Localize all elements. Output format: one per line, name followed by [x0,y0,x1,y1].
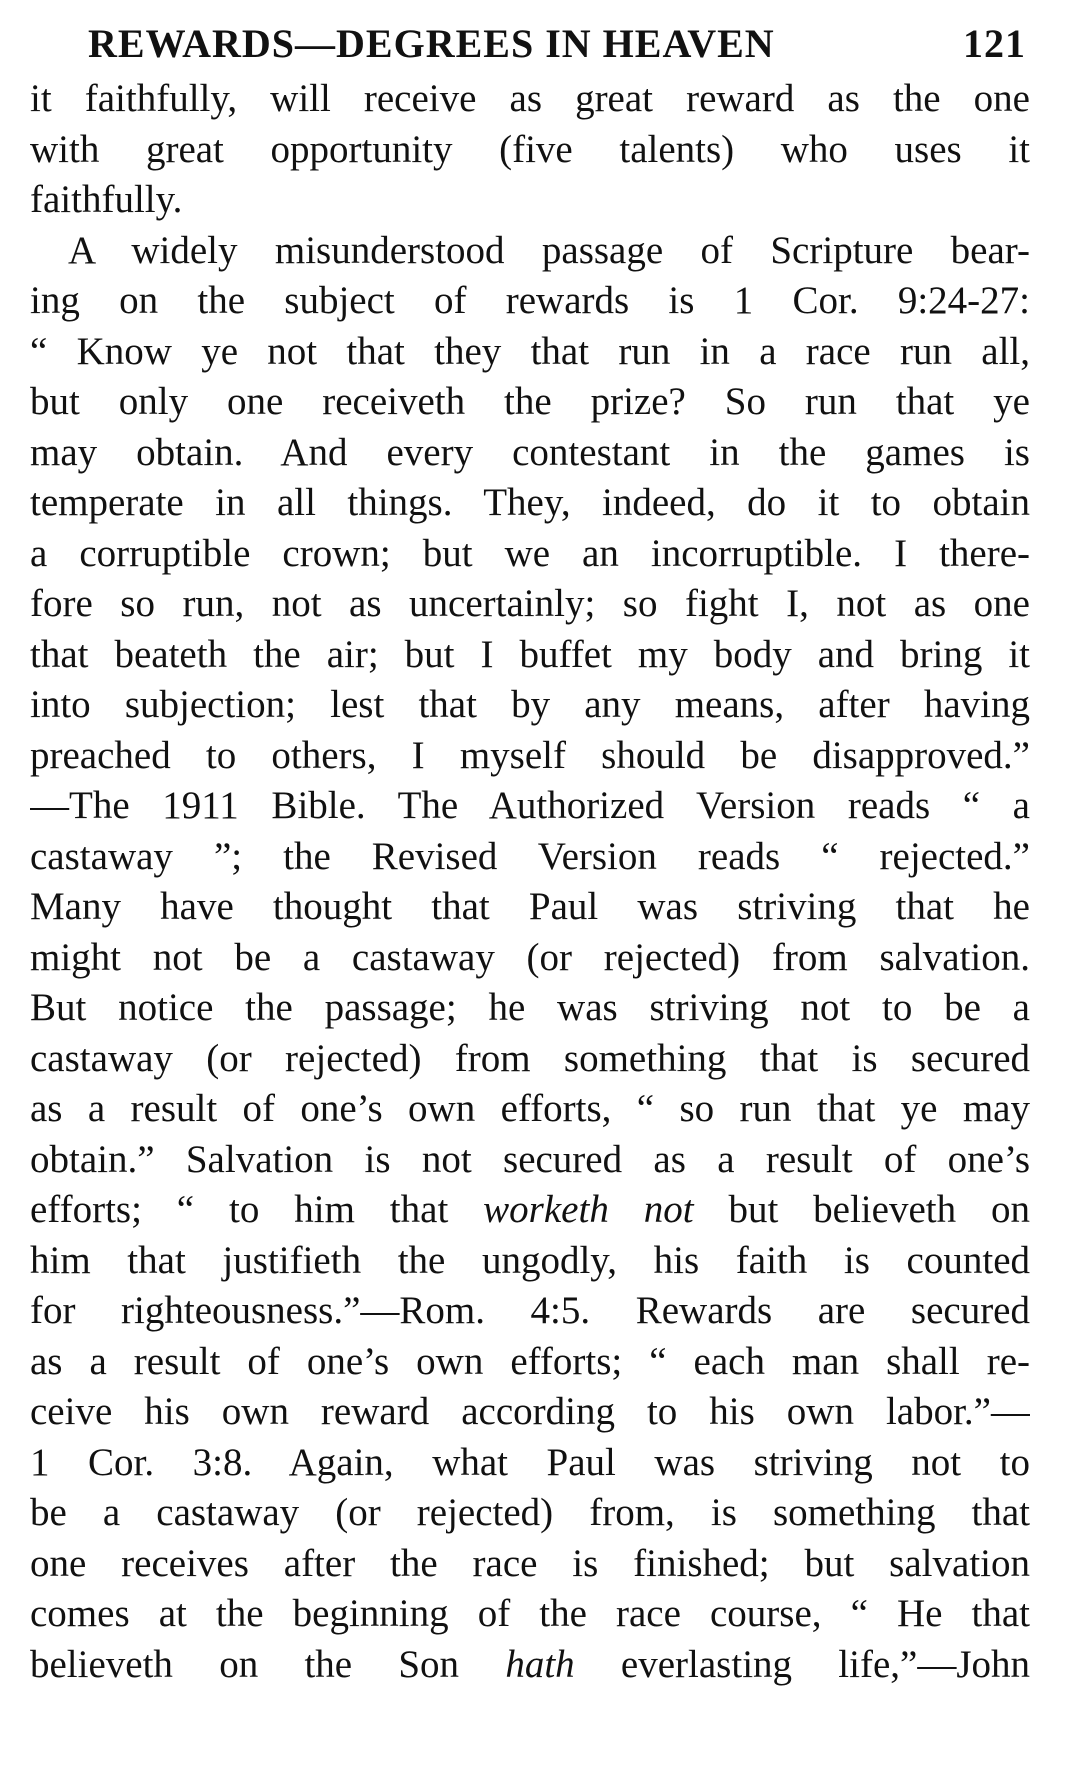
text-line: might not be a castaway (or rejected) from salvation. [30,935,1030,979]
italic-emphasis: hath [505,1642,575,1686]
page-number: 121 [963,21,1026,66]
text-line: into subjection; lest that by any means, after having [30,683,1030,726]
text-line: as a result of one’s own efforts; “ each man shall re- [30,1339,1030,1383]
text-line: Many have thought that Paul was striving that he [30,885,1030,928]
text-line: it faithfully, will receive as great reward as the one [30,77,1030,120]
text-line: fore so run, not as uncertainly; so fight I, not as one [30,582,1030,625]
text-line: faithfully. [30,178,183,221]
text-line: castaway (or rejected) from something that is secured [30,1036,1030,1080]
text-line: that beateth the air; but I buffet my body and bring it [30,632,1030,676]
text-line-with-italic [30,1640,1030,1691]
running-head [88,18,1026,70]
text-line-with-italic [30,1185,1030,1236]
text-segment: but believeth on [693,1188,1030,1231]
text-line: preached to others, I myself should be disapproved.” [30,733,1030,777]
text-line: 1 Cor. 3:8. Again, what Paul was striving not to [30,1440,1030,1484]
chapter-title: REWARDS—DEGREES IN HEAVEN [88,21,775,66]
text-line: —The 1911 Bible. The Authorized Version reads “ a [30,784,1030,827]
text-line: obtain.” Salvation is not secured as a result of one’s [30,1137,1030,1181]
italic-emphasis: worketh not [483,1188,694,1231]
book-page [30,18,1030,1758]
text-line: castaway ”; the Revised Version reads “ rejected.” [30,834,1030,878]
text-line: may obtain. And every contestant in the games is [30,430,1030,474]
text-segment: efforts; “ to him that [30,1188,484,1231]
text-line: him that justifieth the ungodly, his faith is counted [30,1238,1030,1282]
body-text [30,74,1030,1690]
text-line-paragraph-start: A widely misunderstood passage of Scripture bear- [68,228,1030,272]
text-line: ceive his own reward according to his own labor.”— [30,1390,1030,1433]
text-line: with great opportunity (five talents) who uses it [30,127,1030,171]
text-line: “ Know ye not that they that run in a race run all, [30,329,1030,373]
text-segment: everlasting life,”—John [574,1642,1030,1686]
text-line: comes at the beginning of the race course, “ He that [30,1592,1030,1635]
text-line: be a castaway (or rejected) from, is something that [30,1491,1030,1534]
text-line: temperate in all things. They, indeed, do it to obtain [30,481,1030,524]
text-line: ing on the subject of rewards is 1 Cor. 9:24-27: [30,279,1030,322]
text-line: a corruptible crown; but we an incorruptible. I there- [30,531,1030,575]
text-line: as a result of one’s own efforts, “ so run that ye may [30,1087,1030,1130]
text-line: but only one receiveth the prize? So run that ye [30,380,1030,423]
text-segment: believeth on the Son [30,1642,506,1686]
text-line: one receives after the race is finished; but salvation [30,1541,1030,1585]
text-line: But notice the passage; he was striving not to be a [30,986,1030,1029]
text-line: for righteousness.”—Rom. 4:5. Rewards are secured [30,1289,1030,1332]
